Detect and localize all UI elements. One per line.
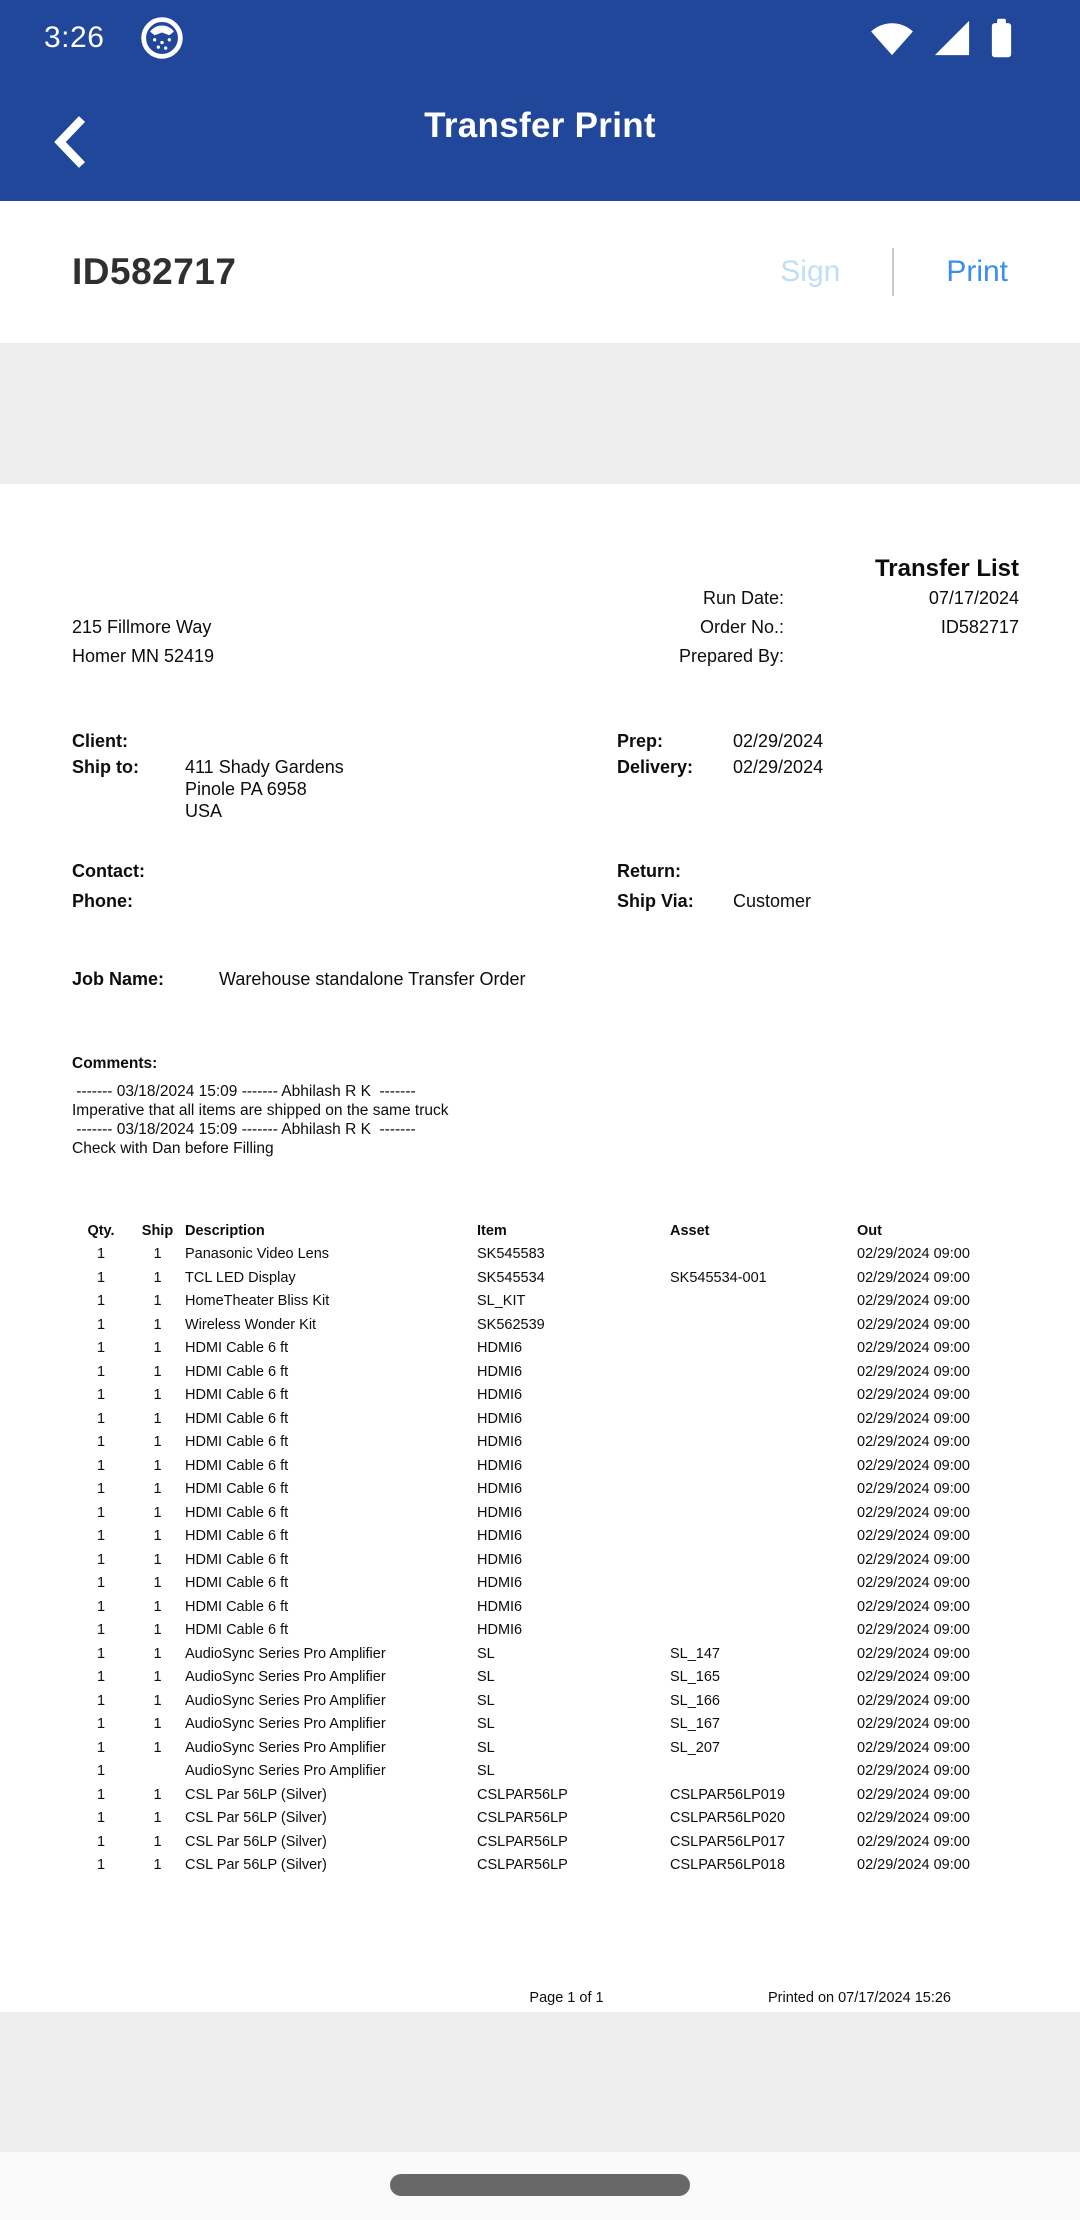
battery-icon <box>989 17 1014 59</box>
contact-row <box>72 856 1019 886</box>
preview-background-bottom <box>0 2012 1080 2152</box>
document-title: Transfer List <box>874 555 1019 582</box>
cell: HDMI Cable 6 ft <box>185 1504 289 1521</box>
cell: HDMI6 <box>477 1504 523 1521</box>
header-field-value: ID582717 <box>940 617 1019 637</box>
cell: 1 <box>153 1598 162 1615</box>
cell <box>670 1596 857 1620</box>
cell: 02/29/2024 09:00 <box>857 1786 970 1803</box>
cell: 1 <box>96 1293 106 1309</box>
document-preview[interactable] <box>0 484 1080 2012</box>
table-row <box>72 1267 1019 1291</box>
cell: HDMI Cable 6 ft <box>185 1387 289 1403</box>
document-header-right <box>549 554 1019 671</box>
cell: SL_KIT <box>477 1293 526 1309</box>
cell: CSL Par 56LP (Silver) <box>185 1857 327 1873</box>
cell <box>670 1478 857 1502</box>
column-header: Out <box>857 1223 882 1239</box>
cell: HDMI6 <box>477 1410 523 1427</box>
client-block <box>72 726 1019 916</box>
cell: HDMI6 <box>477 1457 523 1474</box>
cell: 1 <box>153 1269 162 1286</box>
cell <box>130 1760 185 1784</box>
cell: HDMI Cable 6 ft <box>185 1410 289 1427</box>
header-field-value: 07/17/2024 <box>928 588 1019 608</box>
table-row <box>72 1596 1019 1620</box>
cell: HDMI Cable 6 ft <box>185 1575 289 1591</box>
cell: 02/29/2024 09:00 <box>857 1434 970 1450</box>
cell: SL <box>477 1739 495 1756</box>
cell: AudioSync Series Pro Amplifier <box>185 1716 386 1732</box>
cell: HDMI6 <box>477 1340 523 1356</box>
cell: 1 <box>96 1340 106 1356</box>
table-row <box>72 1290 1019 1314</box>
cell: SL_165 <box>670 1669 720 1685</box>
app-header <box>0 0 1080 201</box>
cell: 1 <box>96 1857 106 1873</box>
cell: CSLPAR56LP <box>477 1810 568 1826</box>
cell: CSLPAR56LP019 <box>670 1786 786 1803</box>
cell <box>670 1384 857 1408</box>
cell: Wireless Wonder Kit <box>185 1316 317 1333</box>
cell: SL <box>477 1763 495 1779</box>
cell: 02/29/2024 09:00 <box>857 1551 970 1568</box>
cell: 02/29/2024 09:00 <box>857 1293 970 1309</box>
cell: CSLPAR56LP <box>477 1786 568 1803</box>
table-row <box>72 1408 1019 1432</box>
cell <box>670 1337 857 1361</box>
order-actions <box>774 248 1014 296</box>
header-field-label: Prepared By: <box>678 646 784 666</box>
cell: AudioSync Series Pro Amplifier <box>185 1763 386 1779</box>
table-body <box>72 1243 1019 1878</box>
comment-line: Check with Dan before Filling <box>72 1140 274 1157</box>
client-block-gap <box>72 822 1019 856</box>
delivery-label: Delivery: <box>617 757 694 777</box>
cell: 1 <box>153 1387 162 1403</box>
cell: AudioSync Series Pro Amplifier <box>185 1692 386 1709</box>
header-field <box>549 584 1019 613</box>
cell: 02/29/2024 09:00 <box>857 1410 970 1427</box>
cell: SL <box>477 1669 495 1685</box>
prep-label: Prep: <box>617 731 664 751</box>
cell: 1 <box>96 1316 106 1333</box>
ship-to-label: Ship to: <box>72 757 139 777</box>
cell: HDMI Cable 6 ft <box>185 1598 289 1615</box>
cell: 02/29/2024 09:00 <box>857 1669 970 1685</box>
cell: 1 <box>153 1457 162 1474</box>
cell: 1 <box>153 1504 162 1521</box>
cell: TCL LED Display <box>185 1269 296 1286</box>
cell <box>670 1314 857 1338</box>
cell: 1 <box>96 1387 106 1403</box>
cell: 1 <box>96 1246 106 1262</box>
cell: HDMI6 <box>477 1598 523 1615</box>
cell: CSL Par 56LP (Silver) <box>185 1810 327 1826</box>
cell: CSL Par 56LP (Silver) <box>185 1833 327 1850</box>
cell: 1 <box>96 1551 106 1568</box>
actions-divider <box>892 248 894 296</box>
header-field <box>549 642 1019 671</box>
prep-value: 02/29/2024 <box>733 731 824 751</box>
cell: HDMI6 <box>477 1622 523 1638</box>
header-field <box>549 613 1019 642</box>
table-row <box>72 1737 1019 1761</box>
cell <box>670 1290 857 1314</box>
cell: 1 <box>96 1504 106 1521</box>
client-value <box>185 726 617 756</box>
table-row <box>72 1807 1019 1831</box>
sign-button[interactable]: Sign <box>774 254 846 290</box>
cell <box>670 1525 857 1549</box>
cell <box>670 1243 857 1267</box>
table-header-row <box>72 1219 1019 1243</box>
ship-via-label: Ship Via: <box>617 891 694 911</box>
cell <box>670 1408 857 1432</box>
cell: 02/29/2024 09:00 <box>857 1622 970 1638</box>
cell: HDMI6 <box>477 1434 523 1450</box>
preview-background-top <box>0 343 1080 484</box>
cell: 1 <box>153 1363 162 1380</box>
status-time: 3:26 <box>44 21 105 54</box>
cell: 1 <box>96 1269 106 1286</box>
table-row <box>72 1314 1019 1338</box>
status-bar <box>0 12 1080 64</box>
cell: 1 <box>96 1598 106 1615</box>
cell: CSLPAR56LP <box>477 1857 568 1873</box>
cell: 1 <box>153 1669 162 1685</box>
table-row <box>72 1643 1019 1667</box>
cell <box>670 1502 857 1526</box>
cell: AudioSync Series Pro Amplifier <box>185 1739 386 1756</box>
cell: 1 <box>153 1716 162 1732</box>
table-row <box>72 1666 1019 1690</box>
job-name-row <box>72 964 1019 994</box>
cell <box>670 1455 857 1479</box>
cell: HDMI Cable 6 ft <box>185 1363 289 1380</box>
table-row <box>72 1502 1019 1526</box>
comments-label: Comments: <box>72 1055 158 1072</box>
table-row <box>72 1831 1019 1855</box>
cell: HDMI Cable 6 ft <box>185 1551 289 1568</box>
cell: Panasonic Video Lens <box>185 1246 330 1262</box>
app-bar <box>0 92 1080 192</box>
document-footer <box>72 1990 1019 2012</box>
items-table <box>72 1219 1019 1878</box>
ship-to-row <box>72 756 1019 822</box>
table-row <box>72 1243 1019 1267</box>
cell: 1 <box>153 1622 162 1638</box>
cell: 1 <box>153 1645 162 1662</box>
cell: 1 <box>153 1857 162 1873</box>
cell: 1 <box>96 1645 106 1662</box>
comments-section <box>72 1054 1019 1158</box>
cell: HomeTheater Bliss Kit <box>185 1293 330 1309</box>
cell: 1 <box>153 1481 162 1497</box>
cell: 1 <box>153 1410 162 1427</box>
cell: 02/29/2024 09:00 <box>857 1575 970 1591</box>
cell: 1 <box>153 1786 162 1803</box>
phone-label: Phone: <box>72 891 133 911</box>
cell: 1 <box>96 1363 106 1380</box>
table-row <box>72 1431 1019 1455</box>
page-title: Transfer Print <box>424 106 656 145</box>
cell <box>670 1760 857 1784</box>
job-name-value: Warehouse standalone Transfer Order <box>219 969 526 989</box>
cell: 02/29/2024 09:00 <box>857 1504 970 1521</box>
ship-to-address <box>185 756 617 822</box>
cell <box>670 1361 857 1385</box>
cell: 02/29/2024 09:00 <box>857 1763 970 1779</box>
cell <box>670 1431 857 1455</box>
cell: 1 <box>153 1293 162 1309</box>
header-field-value <box>784 642 1019 671</box>
document-header <box>72 554 1019 671</box>
cell: HDMI Cable 6 ft <box>185 1457 289 1474</box>
cell: 1 <box>153 1246 162 1262</box>
cell: 1 <box>153 1551 162 1568</box>
return-label: Return: <box>617 861 681 881</box>
phone-row <box>72 886 1019 916</box>
cell: SL <box>477 1716 495 1732</box>
cell <box>670 1549 857 1573</box>
ship-via-value: Customer <box>733 891 812 911</box>
header-field-label: Run Date: <box>702 588 784 608</box>
client-row <box>72 726 1019 756</box>
cell: HDMI6 <box>477 1363 523 1380</box>
comment-line: ------- 03/18/2024 15:09 ------- Abhilash R K ------- <box>72 1121 416 1138</box>
cell: 02/29/2024 09:00 <box>857 1387 970 1403</box>
cell: HDMI6 <box>477 1481 523 1497</box>
wifi-icon <box>869 19 915 57</box>
ship-to-line: USA <box>185 801 223 821</box>
cell: 02/29/2024 09:00 <box>857 1716 970 1732</box>
cellular-signal-icon <box>933 19 971 57</box>
cell: HDMI6 <box>477 1528 523 1544</box>
home-indicator[interactable] <box>390 2174 690 2196</box>
cell: SK545583 <box>477 1246 545 1262</box>
cell: SL <box>477 1692 495 1709</box>
table-row <box>72 1361 1019 1385</box>
table-row <box>72 1760 1019 1784</box>
column-header: Ship <box>141 1223 174 1239</box>
cell: 02/29/2024 09:00 <box>857 1833 970 1850</box>
cell: 1 <box>153 1692 162 1709</box>
header-field-label: Order No.: <box>699 617 784 637</box>
column-header: Qty. <box>87 1223 115 1239</box>
cell: 02/29/2024 09:00 <box>857 1457 970 1474</box>
column-header: Asset <box>670 1223 710 1239</box>
cell: 1 <box>96 1763 106 1779</box>
cell: SK545534 <box>477 1269 545 1286</box>
print-button[interactable]: Print <box>940 254 1014 290</box>
cell: 1 <box>153 1810 162 1826</box>
cell: 02/29/2024 09:00 <box>857 1269 970 1286</box>
cell: HDMI6 <box>477 1551 523 1568</box>
cell: 1 <box>96 1833 106 1850</box>
cell: 1 <box>96 1528 106 1544</box>
column-header: Description <box>185 1223 265 1239</box>
delivery-value: 02/29/2024 <box>733 757 824 777</box>
cell: 02/29/2024 09:00 <box>857 1340 970 1356</box>
cell: 1 <box>96 1410 106 1427</box>
cell: 1 <box>96 1481 106 1497</box>
order-bar <box>0 201 1080 343</box>
cell: 1 <box>153 1833 162 1850</box>
cell: 1 <box>96 1457 106 1474</box>
comment-lines <box>72 1082 1019 1158</box>
notification-icon <box>140 16 184 60</box>
cell: SL_207 <box>670 1739 720 1756</box>
cell: 1 <box>96 1434 106 1450</box>
cell: CSLPAR56LP017 <box>670 1833 786 1850</box>
cell <box>670 1572 857 1596</box>
cell <box>670 1619 857 1643</box>
status-icons <box>869 17 1014 59</box>
cell: 02/29/2024 09:00 <box>857 1739 970 1756</box>
cell: SL <box>477 1645 495 1662</box>
cell: 02/29/2024 09:00 <box>857 1481 970 1497</box>
ship-to-line: Pinole PA 6958 <box>185 779 307 799</box>
cell: 1 <box>96 1716 106 1732</box>
table-row <box>72 1572 1019 1596</box>
cell: 1 <box>153 1575 162 1591</box>
cell: HDMI Cable 6 ft <box>185 1528 289 1544</box>
cell: 1 <box>96 1575 106 1591</box>
cell: SL_166 <box>670 1692 720 1709</box>
table-row <box>72 1455 1019 1479</box>
warehouse-address <box>72 613 214 671</box>
cell: 1 <box>96 1692 106 1709</box>
cell: 02/29/2024 09:00 <box>857 1246 970 1262</box>
printed-timestamp: Printed on 07/17/2024 15:26 <box>767 1989 951 2006</box>
cell: 1 <box>153 1316 162 1333</box>
cell: 02/29/2024 09:00 <box>857 1810 970 1826</box>
cell: 1 <box>153 1434 162 1450</box>
cell: 02/29/2024 09:00 <box>857 1645 970 1662</box>
cell: 1 <box>96 1739 106 1756</box>
column-header: Item <box>477 1223 507 1239</box>
cell: SK562539 <box>477 1316 545 1333</box>
order-id: ID582717 <box>72 251 237 292</box>
table-row <box>72 1854 1019 1878</box>
cell: AudioSync Series Pro Amplifier <box>185 1645 386 1662</box>
cell: 1 <box>96 1786 106 1803</box>
cell: 1 <box>153 1528 162 1544</box>
comment-line: Imperative that all items are shipped on the same truck <box>72 1102 449 1119</box>
cell: 1 <box>153 1340 162 1356</box>
cell: CSL Par 56LP (Silver) <box>185 1786 327 1803</box>
job-name-label: Job Name: <box>72 969 165 989</box>
client-label: Client: <box>72 731 128 751</box>
address-line: Homer MN 52419 <box>72 646 215 666</box>
cell: 02/29/2024 09:00 <box>857 1692 970 1709</box>
cell: HDMI Cable 6 ft <box>185 1340 289 1356</box>
address-line: 215 Fillmore Way <box>72 617 212 637</box>
table-row <box>72 1690 1019 1714</box>
comment-line: ------- 03/18/2024 15:09 ------- Abhilash R K ------- <box>72 1083 416 1100</box>
header-spacer <box>214 554 549 671</box>
cell: AudioSync Series Pro Amplifier <box>185 1669 386 1685</box>
table-row <box>72 1478 1019 1502</box>
table-row <box>72 1337 1019 1361</box>
header-fields <box>549 584 1019 671</box>
cell: CSLPAR56LP020 <box>670 1810 786 1826</box>
table-row <box>72 1713 1019 1737</box>
bottom-nav-bar <box>0 2152 1080 2220</box>
cell: SK545534-001 <box>670 1269 767 1286</box>
cell: 02/29/2024 09:00 <box>857 1316 970 1333</box>
table-row <box>72 1619 1019 1643</box>
cell: 1 <box>153 1739 162 1756</box>
cell: 02/29/2024 09:00 <box>857 1598 970 1615</box>
table-row <box>72 1525 1019 1549</box>
cell: CSLPAR56LP018 <box>670 1857 786 1873</box>
phone-value <box>185 886 617 916</box>
page-indicator: Page 1 of 1 <box>529 1989 604 2006</box>
ship-to-line: 411 Shady Gardens <box>185 757 344 777</box>
cell: 02/29/2024 09:00 <box>857 1528 970 1544</box>
return-value <box>733 856 1019 886</box>
cell: 02/29/2024 09:00 <box>857 1363 970 1380</box>
cell: 02/29/2024 09:00 <box>857 1857 970 1873</box>
cell: HDMI Cable 6 ft <box>185 1481 289 1497</box>
cell: HDMI6 <box>477 1387 523 1403</box>
cell: SL_167 <box>670 1716 720 1732</box>
cell: 1 <box>96 1810 106 1826</box>
cell: HDMI Cable 6 ft <box>185 1434 289 1450</box>
cell: CSLPAR56LP <box>477 1833 568 1850</box>
contact-value <box>185 856 617 886</box>
cell: 1 <box>96 1669 106 1685</box>
cell: HDMI Cable 6 ft <box>185 1622 289 1638</box>
cell: SL_147 <box>670 1645 720 1662</box>
table-row <box>72 1784 1019 1808</box>
table-row <box>72 1384 1019 1408</box>
contact-label: Contact: <box>72 861 145 881</box>
table-row <box>72 1549 1019 1573</box>
cell: 1 <box>96 1622 106 1638</box>
cell: HDMI6 <box>477 1575 523 1591</box>
